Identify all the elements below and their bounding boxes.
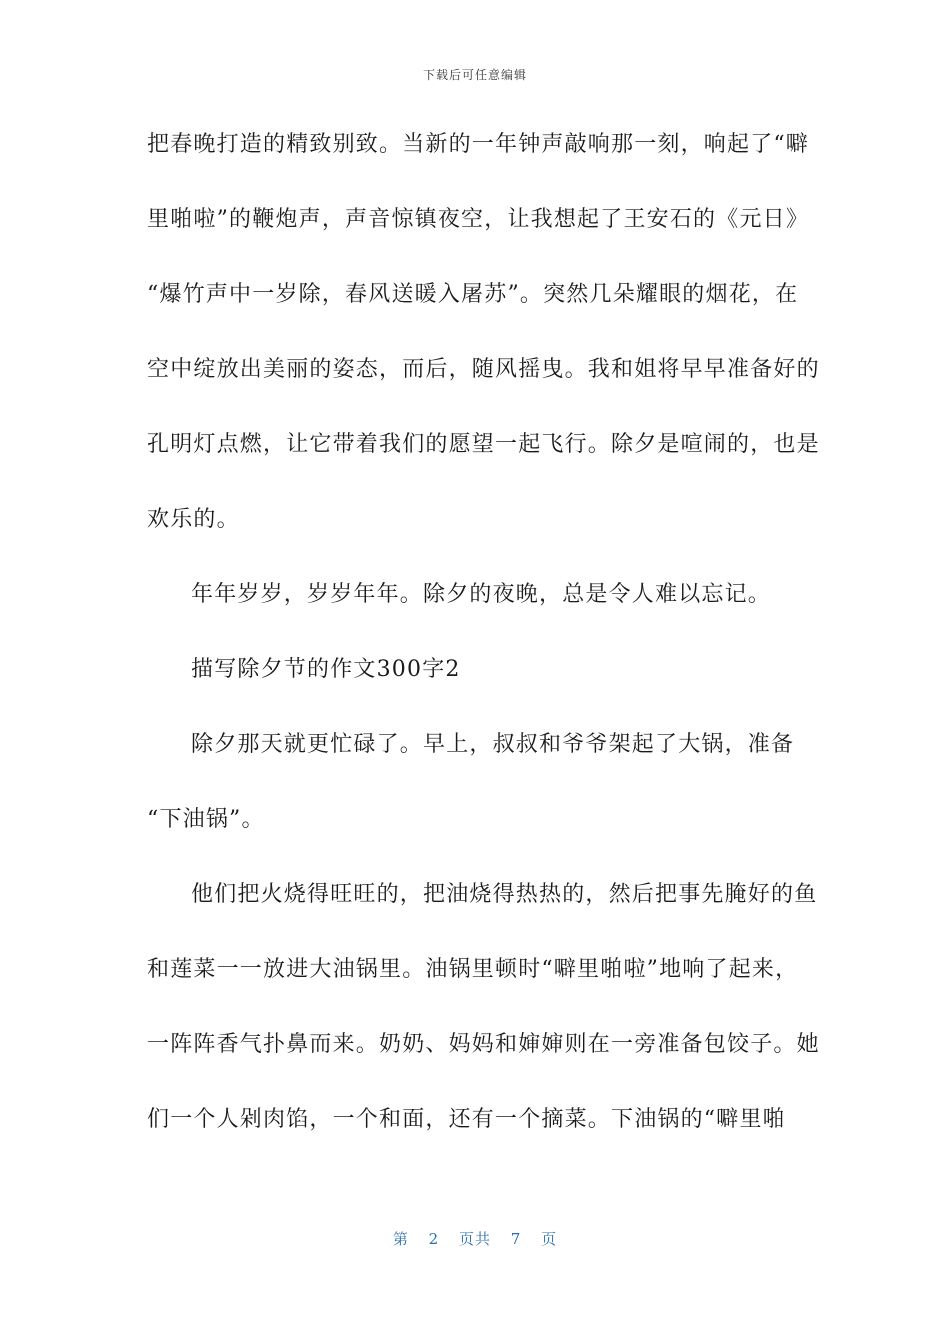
paragraph-line: 年年岁岁，岁岁年年。除夕的夜晚，总是令人难以忘记。 — [191, 582, 772, 607]
paragraph-line: 他们把火烧得旺旺的，把油烧得热热的，然后把事先腌好的鱼 — [191, 882, 818, 907]
text-line: 里啪啦”的鞭炮声，声音惊镇夜空，让我想起了王安石的《元日》 — [147, 207, 810, 232]
paragraph-line: 除夕那天就更忙碌了。早上，叔叔和爷爷架起了大锅，准备 — [191, 732, 795, 757]
text-line: 空中绽放出美丽的姿态，而后，随风摇曳。我和姐将早早准备好的 — [147, 357, 820, 382]
header-note: 下载后可任意编辑 — [422, 68, 527, 82]
text-line: “下油锅”。 — [147, 807, 265, 832]
text-line: 欢乐的。 — [147, 507, 240, 532]
page-footer: 第 2 页共 7 页 — [392, 1230, 558, 1248]
section-heading: 描写除夕节的作文300字2 — [191, 657, 461, 682]
text-line: 一阵阵香气扑鼻而来。奶奶、妈妈和婶婶则在一旁准备包饺子。她 — [147, 1032, 820, 1057]
text-line: 们一个人剁肉馅，一个和面，还有一个摘菜。下油锅的“噼里啪 — [147, 1107, 786, 1132]
text-line: 把春晚打造的精致别致。当新的一年钟声敲响那一刻，响起了“噼 — [147, 132, 810, 157]
text-line: “爆竹声中一岁除，春风送暖入屠苏”。突然几朵耀眼的烟花，在 — [147, 282, 799, 307]
text-line: 和莲菜一一放进大油锅里。油锅里顿时“噼里啪啦”地响了起来， — [147, 957, 799, 982]
text-line: 孔明灯点燃，让它带着我们的愿望一起飞行。除夕是喧闹的，也是 — [147, 432, 820, 457]
